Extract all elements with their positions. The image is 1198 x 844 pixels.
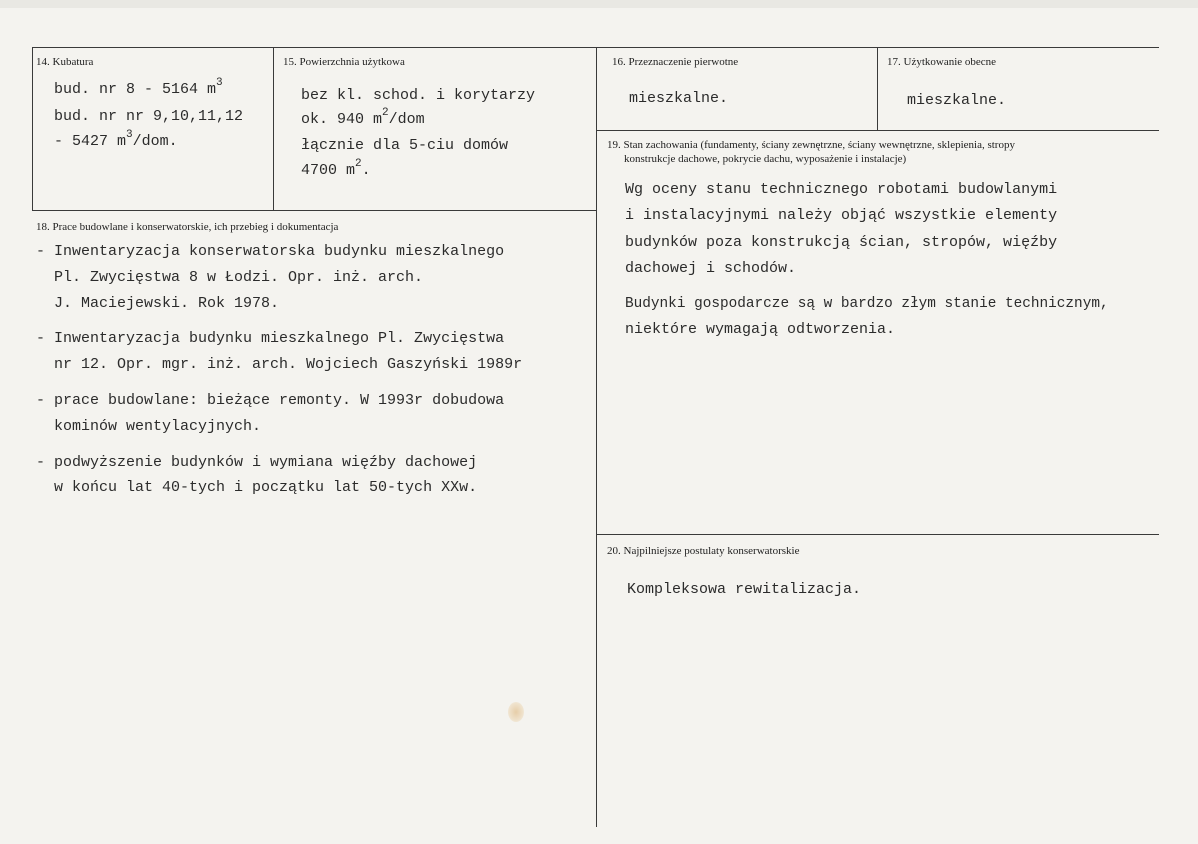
field-14-line-1-sup: 3 — [216, 77, 223, 89]
field-14-line-2: bud. nr nr 9,10,11,12 — [54, 108, 244, 125]
top-edge-strip — [0, 0, 1198, 8]
field-19-label-line-2: konstrukcje dachowe, pokrycie dachu, wyposażenie i instalacje) — [624, 153, 907, 165]
divider-14-15 — [273, 47, 274, 211]
field-18-line-5: nr 12. Opr. mgr. inż. arch. Wojciech Gaszyński 1989r — [36, 356, 523, 373]
field-15-line-2 — [301, 109, 425, 131]
field-18-line-3: J. Maciejewski. Rok 1978. — [36, 295, 280, 312]
field-20-label: 20. Najpilniejsze postulaty konserwatorskie — [607, 545, 800, 557]
field-18-line-2: Pl. Zwycięstwa 8 w Łodzi. Opr. inż. arch. — [36, 269, 424, 286]
field-15-label: 15. Powierzchnia użytkowa — [283, 56, 405, 68]
field-18-line-4: - Inwentaryzacja budynku mieszkalnego Pl. Zwycięstwa — [36, 330, 505, 347]
rule-under-14-15 — [32, 210, 597, 211]
field-15-line-1: bez kl. schod. i korytarzy — [301, 87, 536, 104]
field-14-line-3-sup: 3 — [126, 129, 133, 141]
center-divider — [596, 47, 597, 827]
left-rule — [32, 47, 33, 211]
field-15-line-2-text-b: /dom — [388, 111, 425, 128]
field-15-line-4-text-a: 4700 m — [301, 162, 356, 179]
field-15-line-2-sup: 2 — [382, 107, 389, 119]
field-16-label: 16. Przeznaczenie pierwotne — [612, 56, 739, 68]
field-19-line-1: Wg oceny stanu technicznego robotami budowlanymi — [625, 181, 1058, 198]
field-14-line-1 — [54, 79, 223, 101]
field-14-line-3-text-b: /dom. — [132, 133, 178, 150]
field-15-line-2-text-a: ok. 940 m — [301, 111, 383, 128]
field-20-value: Kompleksowa rewitalizacja. — [627, 581, 862, 598]
field-15-line-4 — [301, 160, 371, 182]
field-18-line-1: - Inwentaryzacja konserwatorska budynku mieszkalnego — [36, 243, 505, 260]
field-19-line-3: budynków poza konstrukcją ścian, stropów, więźby — [625, 234, 1058, 251]
field-14-label: 14. Kubatura — [36, 56, 94, 68]
field-18-line-6: - prace budowlane: bieżące remonty. W 1993r dobudowa — [36, 392, 505, 409]
field-19-line-5: Budynki gospodarcze są w bardzo złym stanie technicznym, — [625, 296, 1109, 312]
field-15-line-4-sup: 2 — [355, 158, 362, 170]
rule-above-20 — [597, 534, 1159, 535]
divider-16-17 — [877, 47, 878, 131]
paper-stain — [508, 702, 524, 722]
field-14-line-3 — [54, 131, 178, 153]
field-14-line-1-text: bud. nr 8 - 5164 m — [54, 81, 217, 98]
field-19-line-6: niektóre wymagają odtworzenia. — [625, 321, 896, 338]
field-14-line-3-text-a: - 5427 m — [54, 133, 127, 150]
field-19-label-line-1: 19. Stan zachowania (fundamenty, ściany zewnętrzne, ściany wewnętrzne, sklepienia, stropy — [607, 139, 1015, 151]
field-18-line-7: kominów wentylacyjnych. — [36, 418, 262, 435]
field-17-value: mieszkalne. — [907, 92, 1007, 109]
field-15-line-3: łącznie dla 5-ciu domów — [301, 137, 509, 154]
field-19-line-4: dachowej i schodów. — [625, 260, 797, 277]
field-19-line-2: i instalacyjnymi należy objąć wszystkie elementy — [625, 207, 1058, 224]
field-18-line-9: w końcu lat 40-tych i początku lat 50-tych XXw. — [36, 479, 478, 496]
field-18-label: 18. Prace budowlane i konserwatorskie, ich przebieg i dokumentacja — [36, 221, 339, 233]
field-15-line-4-text-b: . — [361, 162, 371, 179]
field-17-label: 17. Użytkowanie obecne — [887, 56, 997, 68]
field-16-value: mieszkalne. — [629, 90, 729, 107]
field-18-line-8: - podwyższenie budynków i wymiana więźby dachowej — [36, 454, 478, 471]
